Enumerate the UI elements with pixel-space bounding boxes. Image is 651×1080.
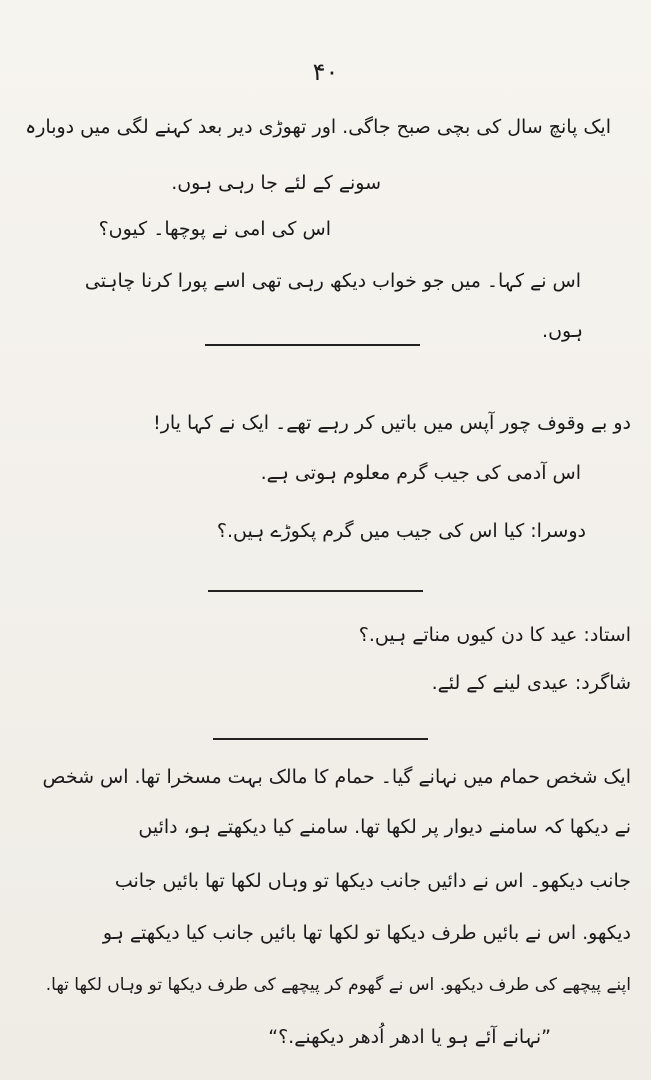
joke-2-line-3: دوسرا: کیا اس کی جیب میں گرم پکوڑے ہیں.؟ (216, 520, 586, 542)
joke-2-line-2: اس آدمی کی جیب گرم معلوم ہوتی ہے. (260, 462, 581, 484)
page-number: ۴۰ (312, 58, 339, 86)
joke-4-line-6: ”نہانے آئے ہو یا ادھر اُدھر دیکھنے.؟“ (268, 1026, 551, 1048)
joke-1-line-4: اس نے کہا۔ میں جو خواب دیکھ رہی تھی اسے پورا کرنا چاہتی (84, 270, 581, 292)
joke-3-line-1: استاد: عید کا دن کیوں مناتے ہیں.؟ (358, 624, 631, 646)
joke-2-line-1: دو بے وقوف چور آپس میں باتیں کر رہے تھے۔ ایک نے کہا یار! (153, 412, 631, 434)
joke-4-line-5: اپنے پیچھے کی طرف دیکھو. اس نے گھوم کر پیچھے کی طرف دیکھا تو وہاں لکھا تھا. (45, 975, 631, 995)
joke-4-line-1: ایک شخص حمام میں نہانے گیا۔ حمام کا مالک بہت مسخرا تھا. اس شخص (42, 766, 631, 788)
joke-4-line-2: نے دیکھا کہ سامنے دیوار پر لکھا تھا. سامنے کیا دیکھتے ہو، دائیں (138, 816, 631, 838)
joke-1-line-1: ایک پانچ سال کی بچی صبح جاگی. اور تھوڑی دیر بعد کہنے لگی میں دوبارہ (25, 116, 611, 138)
separator-2 (208, 590, 423, 592)
joke-1-line-3: اس کی امی نے پوچھا۔ کیوں؟ (98, 218, 331, 240)
joke-4-line-4: دیکھو. اس نے بائیں طرف دیکھا تو لکھا تھا بائیں جانب کیا دیکھتے ہو (102, 922, 631, 944)
joke-3-line-2: شاگرد: عیدی لینے کے لئے. (431, 672, 631, 694)
joke-1-line-2: سونے کے لئے جا رہی ہوں. (171, 172, 381, 194)
joke-4-line-3: جانب دیکھو۔ اس نے دائیں جانب دیکھا تو وہاں لکھا تھا بائیں جانب (114, 870, 631, 892)
separator-3 (213, 738, 428, 740)
separator-1 (205, 344, 420, 346)
joke-1-line-5: ہوں. (542, 320, 583, 342)
